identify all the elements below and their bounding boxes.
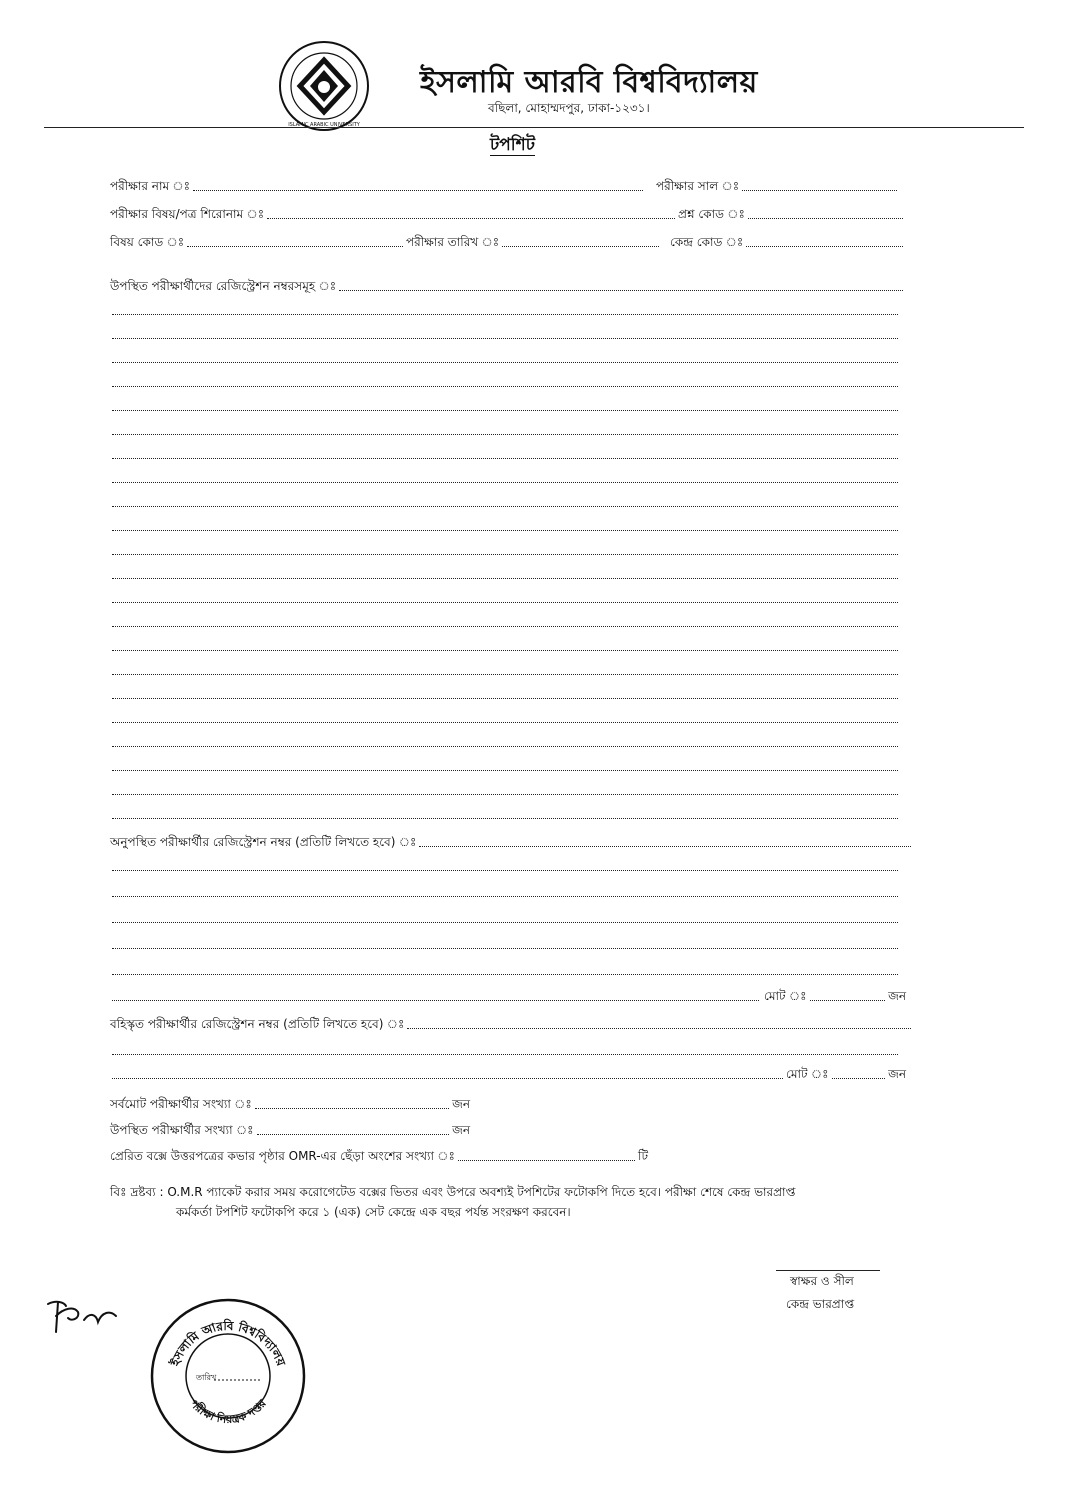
total-examinees-field[interactable] <box>110 1094 470 1114</box>
absent-total-field[interactable] <box>764 986 906 1006</box>
exam-year-field[interactable] <box>656 176 900 196</box>
exam-date-label: পরীক্ষার তারিখ ঃ <box>406 235 500 249</box>
svg-text:তারিখ: তারিখ <box>196 1373 217 1382</box>
exam-name-field[interactable] <box>110 176 646 196</box>
center-code-field[interactable] <box>670 232 906 252</box>
exam-name-label: পরীক্ষার নাম ঃ <box>110 179 191 193</box>
header-divider <box>44 127 1024 128</box>
note-text <box>110 1182 950 1222</box>
present-examinees-unit: জন <box>452 1123 470 1137</box>
center-code-label: কেন্দ্র কোড ঃ <box>670 235 744 249</box>
present-registration-field[interactable] <box>110 276 906 296</box>
total-examinees-label: সর্বমোট পরীক্ষার্থীর সংখ্যা ঃ <box>110 1097 252 1111</box>
present-examinees-field[interactable] <box>110 1120 470 1140</box>
subject-title-label: পরীক্ষার বিষয়/পত্র শিরোনাম ঃ <box>110 207 265 221</box>
omr-count-label: প্রেরিত বক্সে উত্তরপত্রের কভার পৃষ্ঠার OMR-এর ছেঁড়া অংশের সংখ্যা ঃ <box>110 1149 455 1163</box>
university-name: ইসলামি আরবি বিশ্ববিদ্যালয় <box>420 65 758 100</box>
question-code-field[interactable] <box>678 204 906 224</box>
present-examinees-label: উপস্থিত পরীক্ষার্থীর সংখ্যা ঃ <box>110 1123 254 1137</box>
note-line-2: কর্মকর্তা টপশিট ফটোকপি করে ১ (এক) সেট কেন্দ্রে এক বছর পর্যন্ত সংরক্ষণ করবেন। <box>176 1205 571 1219</box>
svg-text:ISLAMIC ARABIC UNIVERSITY: ISLAMIC ARABIC UNIVERSITY <box>288 122 360 128</box>
expelled-registration-line[interactable] <box>112 1054 898 1055</box>
exam-date-field[interactable] <box>406 232 662 252</box>
absent-registration-field[interactable] <box>110 832 914 852</box>
omr-count-field[interactable] <box>110 1146 648 1166</box>
official-seal <box>148 1296 308 1456</box>
svg-text:পরীক্ষা নিয়ন্ত্রক দপ্তর: পরীক্ষা নিয়ন্ত্রক দপ্তর <box>187 1397 269 1426</box>
svg-text:ইসলামি আরবি বিশ্ববিদ্যালয়: ইসলামি আরবি বিশ্ববিদ্যালয় <box>167 1318 289 1368</box>
subject-title-field[interactable] <box>110 204 678 224</box>
absent-total-unit: জন <box>888 989 906 1003</box>
absent-total-label: মোট ঃ <box>764 989 807 1003</box>
exam-year-label: পরীক্ষার সাল ঃ <box>656 179 740 193</box>
total-examinees-unit: জন <box>452 1097 470 1111</box>
expelled-total-unit: জন <box>888 1067 906 1081</box>
expelled-registration-field[interactable] <box>110 1014 914 1034</box>
page-title: টপশিট <box>490 135 535 155</box>
expelled-total-field[interactable] <box>786 1064 906 1084</box>
question-code-label: প্রশ্ন কোড ঃ <box>678 207 745 221</box>
subject-code-label: বিষয় কোড ঃ <box>110 235 185 249</box>
handwritten-initials <box>44 1290 124 1338</box>
absent-last-line[interactable] <box>112 986 762 1006</box>
subject-code-field[interactable] <box>110 232 406 252</box>
expelled-last-line[interactable] <box>112 1064 786 1084</box>
signature-line[interactable] <box>776 1270 880 1271</box>
note-line-1: বিঃ দ্রষ্টব্য : O.M.R প্যাকেট করার সময় করোগেটেড বক্সের ভিতর এবং উপরে অবশ্যই টপশিটের ফটোকপি দিতে হবে। পরীক্ষা শেষে কেন্দ্র ভারপ্রাপ্ত <box>110 1185 796 1199</box>
university-logo <box>278 40 370 132</box>
omr-count-unit: টি <box>638 1149 648 1163</box>
university-address: বছিলা, মোহাম্মদপুর, ঢাকা-১২৩১। <box>488 101 650 115</box>
signature-label: স্বাক্ষর ও সীল <box>790 1274 854 1288</box>
present-registration-label: উপস্থিত পরীক্ষার্থীদের রেজিস্ট্রেশন নম্বরসমূহ ঃ <box>110 279 337 293</box>
absent-registration-label: অনুপস্থিত পরীক্ষার্থীর রেজিস্ট্রেশন নম্বর (প্রতিটি লিখতে হবে) ঃ <box>110 835 417 849</box>
expelled-total-label: মোট ঃ <box>786 1067 829 1081</box>
expelled-registration-label: বহিস্কৃত পরীক্ষার্থীর রেজিস্ট্রেশন নম্বর (প্রতিটি লিখতে হবে) ঃ <box>110 1017 405 1031</box>
signature-role: কেন্দ্র ভারপ্রাপ্ত <box>786 1297 855 1311</box>
